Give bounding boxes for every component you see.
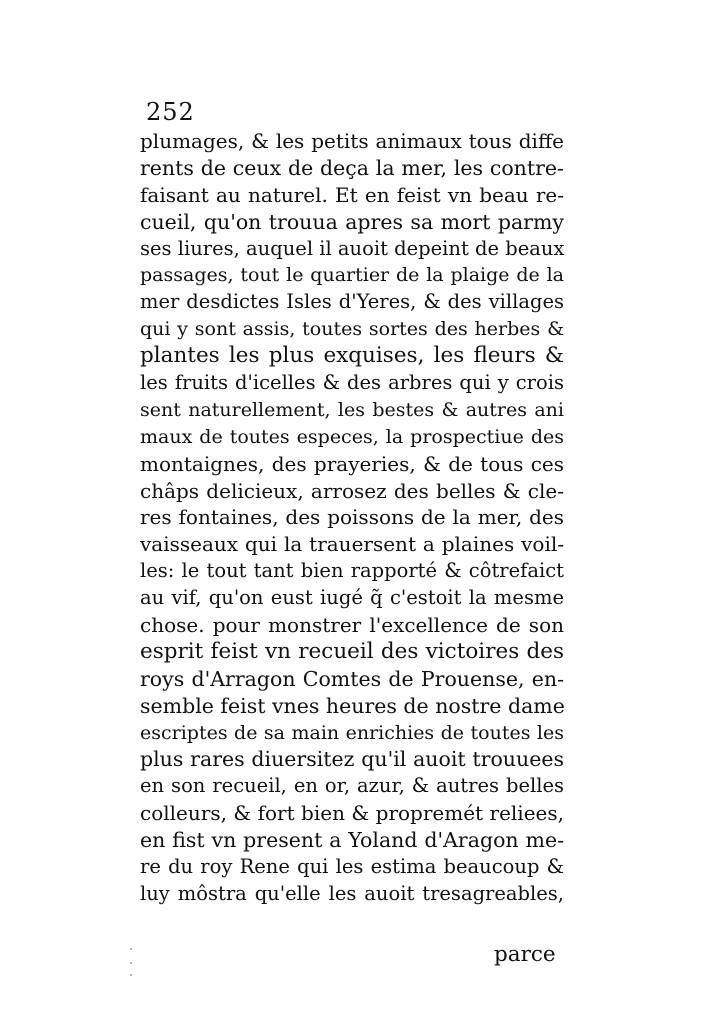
text-line: chose. pour monstrer l'excellence de son xyxy=(140,613,564,638)
text-line: cueil, qu'on trouua apres sa mort parmy xyxy=(140,209,564,234)
body-text xyxy=(140,128,564,908)
margin-marks xyxy=(130,948,134,978)
text-line: res fontaines, des poissons de la mer, des xyxy=(140,505,564,530)
text-line: châps delicieux, arrosez des belles & cle- xyxy=(140,478,564,503)
page-number: 252 xyxy=(146,98,195,126)
text-line: sent naturellement, les bestes & autres ani xyxy=(140,398,564,421)
text-line: escriptes de sa main enrichies de toutes les xyxy=(140,721,564,744)
text-line: rents de ceux de deça la mer, les contre- xyxy=(140,155,564,180)
text-line: colleurs, & fort bien & propremét reliees, xyxy=(140,801,564,826)
text-line: en fist vn present a Yoland d'Aragon me- xyxy=(140,828,564,853)
text-line: montaignes, des prayeries, & de tous ces xyxy=(140,451,564,476)
text-line: plantes les plus exquises, les fleurs & xyxy=(140,343,564,369)
text-line: mer desdictes Isles d'Yeres, & des villages xyxy=(140,290,564,314)
text-line: luy môstra qu'elle les auoit tresagreables, xyxy=(140,881,564,905)
catchword: parce xyxy=(494,942,556,967)
text-line: re du roy Rene qui les estima beaucoup & xyxy=(140,855,564,879)
text-line: plus rares diuersitez qu'il auoit trouuees xyxy=(140,747,564,772)
text-line: esprit feist vn recueil des victoires des xyxy=(140,638,564,664)
text-line: les: le tout tant bien rapporté & côtrefaict xyxy=(140,559,564,583)
text-line: qui y sont assis, toutes sortes des herbes & xyxy=(140,318,564,341)
text-line: semble feist vnes heures de nostre dame xyxy=(140,693,565,718)
text-line: passages, tout le quartier de la plaige de la xyxy=(140,264,564,287)
text-line: en son recueil, en or, azur, & autres belles xyxy=(140,774,564,798)
text-line: faisant au naturel. Et en feist vn beau re- xyxy=(140,182,564,207)
text-line: vaisseaux qui la trauersent a plaines voil- xyxy=(140,532,564,557)
text-line: ses liures, auquel il auoit depeint de beaux xyxy=(140,236,565,260)
text-line: les fruits d'icelles & des arbres qui y crois xyxy=(140,371,564,395)
text-line: au vif, qu'on eust iugé q̃ c'estoit la mesme xyxy=(140,586,564,610)
text-line: maux de toutes especes, la prospectiue des xyxy=(140,425,564,448)
text-line: roys d'Arragon Comtes de Prouense, en- xyxy=(140,666,564,691)
text-line: plumages, & les petits animaux tous diffe xyxy=(140,129,564,153)
